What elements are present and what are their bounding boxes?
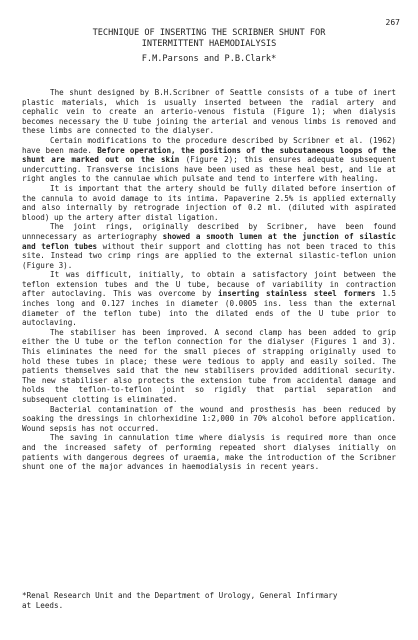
text: without their support and clotting has not been traced to this site. Instead two crimp rings are applied to the external silastic-teflon union (Figure 3). <box>22 241 396 270</box>
text: The saving in cannulation time where dialysis is required more than once and the increased safety of performing repeated short dialyses initially on patients with dangerous degrees of uraemia, make the introduction of the Scribner shunt one of the major advances in haemodialysis in recent years. <box>22 433 396 472</box>
paragraph-7 <box>22 405 396 434</box>
paper-title <box>0 28 418 50</box>
article-body <box>22 88 396 472</box>
paragraph-6 <box>22 328 396 405</box>
bold-text: Before operation, the positions of the subcutaneous loops of the shunt are marked out on the skin <box>22 145 396 165</box>
title-line-2: INTERMITTENT HAEMODIALYSIS <box>141 39 277 49</box>
text: Certain modifications to the procedure described by Scribner et al. (1962) have been made. <box>22 135 396 155</box>
paragraph-4 <box>22 222 396 270</box>
paragraph-2 <box>22 136 396 184</box>
text: The stabiliser has been improved. A second clamp has been added to grip either the U tube or the teflon connection for the dialyser (Figures 1 and 3). This eliminates the need for the small pieces of strapping originally used to hold these tubes in place; these were tedious to apply and easily soiled. The patients themselves said that the new stabilisers provided additional security. The new stabiliser also protects the extension tube from accidental damage and holds the teflon-to-teflon joint so rigidly that partial separation and subsequent clotting is eliminated. <box>22 327 396 404</box>
paragraph-8 <box>22 433 396 471</box>
paragraph-5 <box>22 270 396 328</box>
text: It is important that the artery should be fully dilated before insertion of the cannula to avoid damage to its intima. Papaverine 2.5% is applied externally and also internally by retrograde injection of 0.2 ml. (diluted with aspirated blood) up the artery after distal ligation. <box>22 183 396 222</box>
authors: F.M.Parsons and P.B.Clark* <box>141 54 277 64</box>
text: Bacterial contamination of the wound and prosthesis has been reduced by soaking the dressings in chlorhexidine 1:2,000 in 70% alcohol before application. Wound sepsis has not occurred. <box>22 404 396 433</box>
bold-text: inserting stainless steel formers <box>218 289 376 299</box>
footnote <box>22 591 396 610</box>
text: (Figure 2); this ensures adequate subsequent undercutting. Transverse incisions have been used as these heal best, and lie at right angles to the cannulae which pulsate and tend to interfere with healing. <box>22 155 396 184</box>
page-number: 267 <box>385 18 400 27</box>
text: The shunt designed by B.H.Scribner of Seattle consists of a tube of inert plastic materials, which is usually inserted between the radial artery and cephalic vein to create an arterio-venous fistula (Figure 1); when dialysis becomes necessary the U tube joining the arterial and venous limbs is removed and these limbs are connected to the dialyser. <box>22 88 396 136</box>
paragraph-1 <box>22 88 396 136</box>
text: It was difficult, initially, to obtain a satisfactory joint between the teflon extension tubes and the U tube, because of variability in contraction after autoclaving. This was overcome by <box>22 270 396 299</box>
footnote-line-1: *Renal Research Unit and the Department of Urology, General Infirmary <box>22 591 338 600</box>
footnote-line-2: at Leeds. <box>22 600 64 610</box>
text: 1.5 inches long and 0.127 inches in diameter (0.0005 ins. less than the external diameter of the teflon tube) into the dilated ends of the U tube prior to autoclaving. <box>22 289 396 328</box>
title-line-1: TECHNIQUE OF INSERTING THE SCRIBNER SHUNT FOR <box>92 28 326 38</box>
paragraph-3 <box>22 184 396 222</box>
bold-text: showed a smooth lumen at the junction of silastic and teflon tubes <box>22 231 396 251</box>
text: The joint rings, originally described by Scribner, have been found unnnecessary as arteriography <box>22 222 396 241</box>
